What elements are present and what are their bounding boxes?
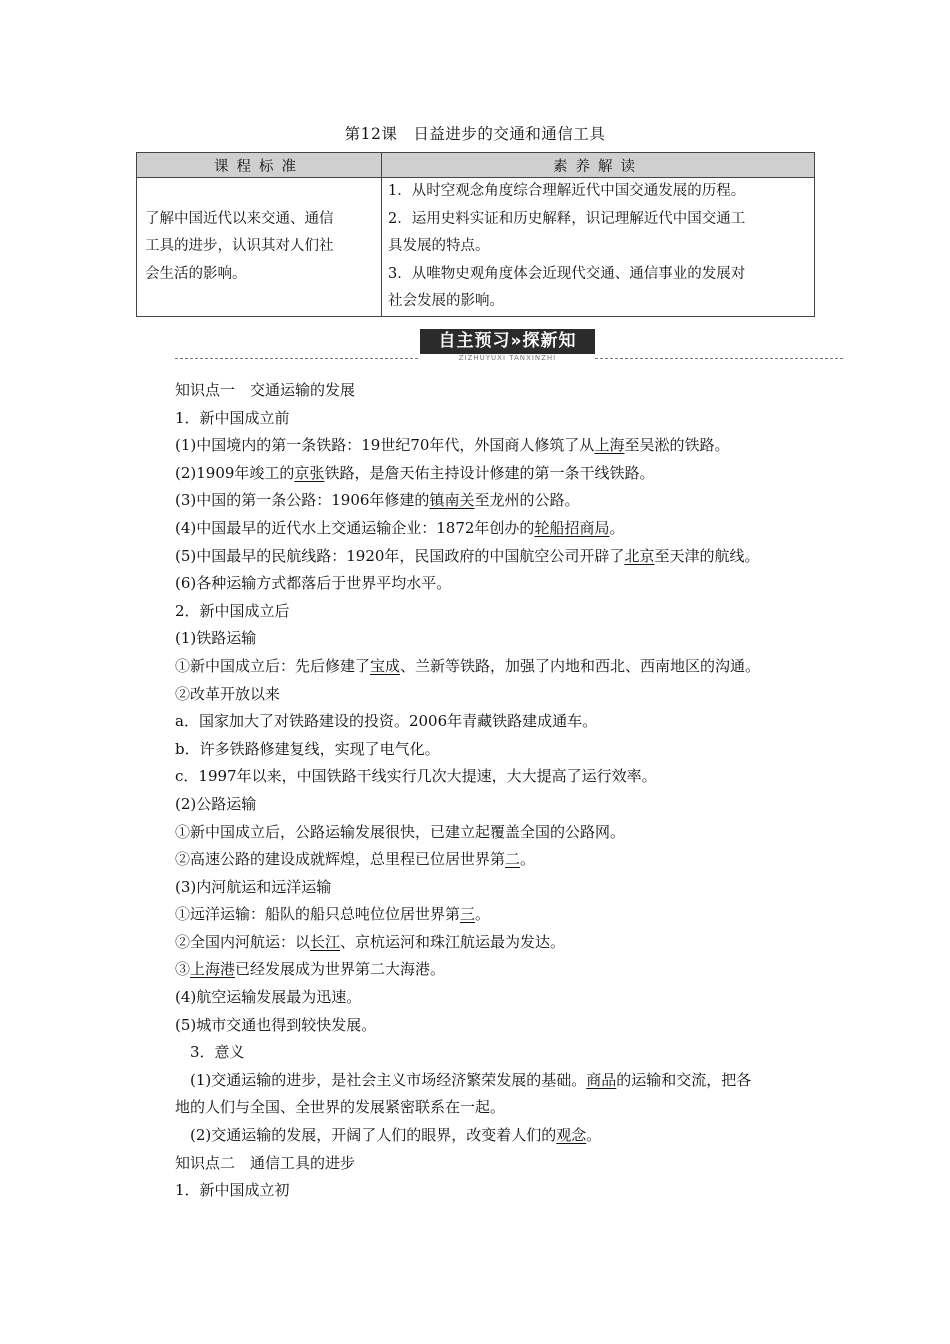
banner-title: 自主预习»探新知: [420, 329, 595, 354]
text-segment: 至天津的航线。: [654, 546, 760, 565]
answer-blank: 京张: [294, 463, 325, 482]
curriculum-table: [136, 152, 815, 317]
interpretation-line: 社会发展的影响。: [388, 293, 504, 309]
text-line: [175, 1150, 835, 1178]
table-header-standard: 课程标准: [137, 153, 382, 178]
text-line: [175, 1012, 835, 1040]
text-segment: (1)中国境内的第一条铁路：19世纪70年代，外国商人修筑了从: [175, 436, 595, 455]
text-segment: b．许多铁路修建复线，实现了电气化。: [175, 739, 440, 758]
text-segment: 1．新中国成立初: [175, 1181, 290, 1200]
text-line: [175, 1177, 835, 1205]
text-segment: (1)铁路运输: [175, 629, 257, 648]
answer-blank: 北京: [624, 546, 655, 565]
answer-blank: 镇南关: [429, 491, 475, 510]
text-line: [175, 1067, 835, 1095]
text-segment: (2)1909年竣工的: [175, 463, 295, 482]
text-segment: 知识点二 通信工具的进步: [175, 1153, 356, 1172]
standard-line: 会生活的影响。: [145, 265, 247, 282]
interpretation-line: 具发展的特点。: [388, 238, 490, 254]
text-segment: 1．新中国成立前: [175, 408, 290, 427]
text-segment: c．1997年以来，中国铁路干线实行几次大提速，大大提高了运行效率。: [175, 767, 657, 786]
text-line: [175, 901, 835, 929]
answer-blank: 长江: [310, 932, 341, 951]
interpretation-line: 1．从时空观念角度综合理解近代中国交通发展的历程。: [388, 183, 746, 199]
text-segment: ③: [175, 960, 191, 979]
table-header-interpretation: 素养解读: [382, 153, 815, 178]
answer-blank: 上海: [594, 436, 625, 455]
text-line: [175, 653, 835, 681]
text-line: [175, 708, 835, 736]
text-line: [175, 874, 835, 902]
text-line: [175, 405, 835, 433]
text-line: [175, 432, 835, 460]
text-segment: 、京杭运河和珠江航运最为发达。: [340, 932, 566, 951]
text-line: [175, 984, 835, 1012]
answer-blank: 商品: [586, 1070, 617, 1089]
text-segment: 。: [609, 518, 625, 537]
text-segment: (5)中国最早的民航线路：1920年，民国政府的中国航空公司开辟了: [175, 546, 625, 565]
text-line: [175, 570, 835, 598]
text-line: [175, 846, 835, 874]
text-line: [175, 1122, 835, 1150]
answer-blank: 上海港: [190, 960, 236, 979]
interpretation-line: 2．运用史料实证和历史解释，识记理解近代中国交通工: [388, 210, 746, 227]
text-segment: a．国家加大了对铁路建设的投资。2006年青藏铁路建成通车。: [175, 712, 598, 731]
banner-subtitle: ZIZHUYUXI TANXINZHI: [420, 354, 595, 363]
text-line: [175, 515, 835, 543]
text-segment: ①新中国成立后：先后修建了: [175, 656, 371, 675]
answer-blank: 宝成: [370, 656, 401, 675]
text-line: [175, 763, 835, 791]
text-line: [175, 956, 835, 984]
text-line: [175, 929, 835, 957]
text-segment: 、兰新等铁路，加强了内地和西北、西南地区的沟通。: [400, 656, 761, 675]
text-segment: (1)交通运输的进步，是社会主义市场经济繁荣发展的基础。: [175, 1070, 587, 1089]
text-segment: (4)中国最早的近代水上交通运输企业：1872年创办的: [175, 518, 535, 537]
text-segment: 已经发展成为世界第二大海港。: [235, 960, 446, 979]
text-segment: 的运输和交流，把各: [616, 1070, 752, 1089]
interpretation-line: 3．从唯物史观角度体会近现代交通、通信事业的发展对: [388, 265, 746, 282]
text-segment: 3．意义: [175, 1043, 245, 1062]
text-segment: ①新中国成立后，公路运输发展很快，已建立起覆盖全国的公路网。: [175, 822, 626, 841]
answer-blank: 观念: [556, 1126, 587, 1145]
text-segment: 。: [520, 850, 536, 869]
text-segment: 至龙州的公路。: [474, 491, 580, 510]
text-segment: ②全国内河航运：以: [175, 932, 311, 951]
text-segment: (6)各种运输方式都落后于世界平均水平。: [175, 574, 452, 593]
text-line: [175, 543, 835, 571]
content-body: [175, 377, 835, 1205]
text-segment: 。: [475, 905, 491, 924]
answer-blank: 二: [505, 850, 521, 869]
standard-line: 工具的进步，认识其对人们社: [145, 238, 334, 254]
text-segment: 。: [586, 1126, 602, 1145]
text-line: [175, 819, 835, 847]
text-line: [175, 377, 835, 405]
text-line: [175, 1094, 835, 1122]
standard-cell: [137, 178, 382, 317]
lesson-title: 第12课 日益进步的交通和通信工具: [344, 125, 606, 143]
text-line: [175, 1039, 835, 1067]
text-segment: (3)中国的第一条公路：1906年修建的: [175, 491, 430, 510]
text-line: [175, 736, 835, 764]
text-line: [175, 460, 835, 488]
text-segment: ②高速公路的建设成就辉煌，总里程已位居世界第: [175, 850, 506, 869]
interpretation-cell: [382, 178, 815, 317]
text-segment: (2)交通运输的发展，开阔了人们的眼界，改变着人们的: [175, 1126, 557, 1145]
answer-blank: 轮船招商局: [534, 518, 610, 537]
text-segment: 铁路，是詹天佑主持设计修建的第一条干线铁路。: [324, 463, 655, 482]
text-segment: 至吴淞的铁路。: [624, 436, 730, 455]
text-segment: ②改革开放以来: [175, 684, 281, 703]
text-line: [175, 625, 835, 653]
section-banner: [175, 329, 843, 363]
text-segment: (3)内河航运和远洋运输: [175, 877, 332, 896]
text-segment: ①远洋运输：船队的船只总吨位位居世界第: [175, 905, 461, 924]
text-line: [175, 598, 835, 626]
text-segment: 2．新中国成立后: [175, 601, 290, 620]
text-segment: (5)城市交通也得到较快发展。: [175, 1015, 377, 1034]
text-line: [175, 791, 835, 819]
answer-blank: 三: [460, 905, 476, 924]
standard-line: 了解中国近代以来交通、通信: [145, 210, 334, 227]
text-segment: 知识点一 交通运输的发展: [175, 381, 356, 399]
text-segment: 地的人们与全国、全世界的发展紧密联系在一起。: [175, 1098, 506, 1117]
text-segment: (4)航空运输发展最为迅速。: [175, 988, 362, 1007]
text-line: [175, 487, 835, 515]
text-segment: (2)公路运输: [175, 794, 257, 813]
text-line: [175, 681, 835, 709]
